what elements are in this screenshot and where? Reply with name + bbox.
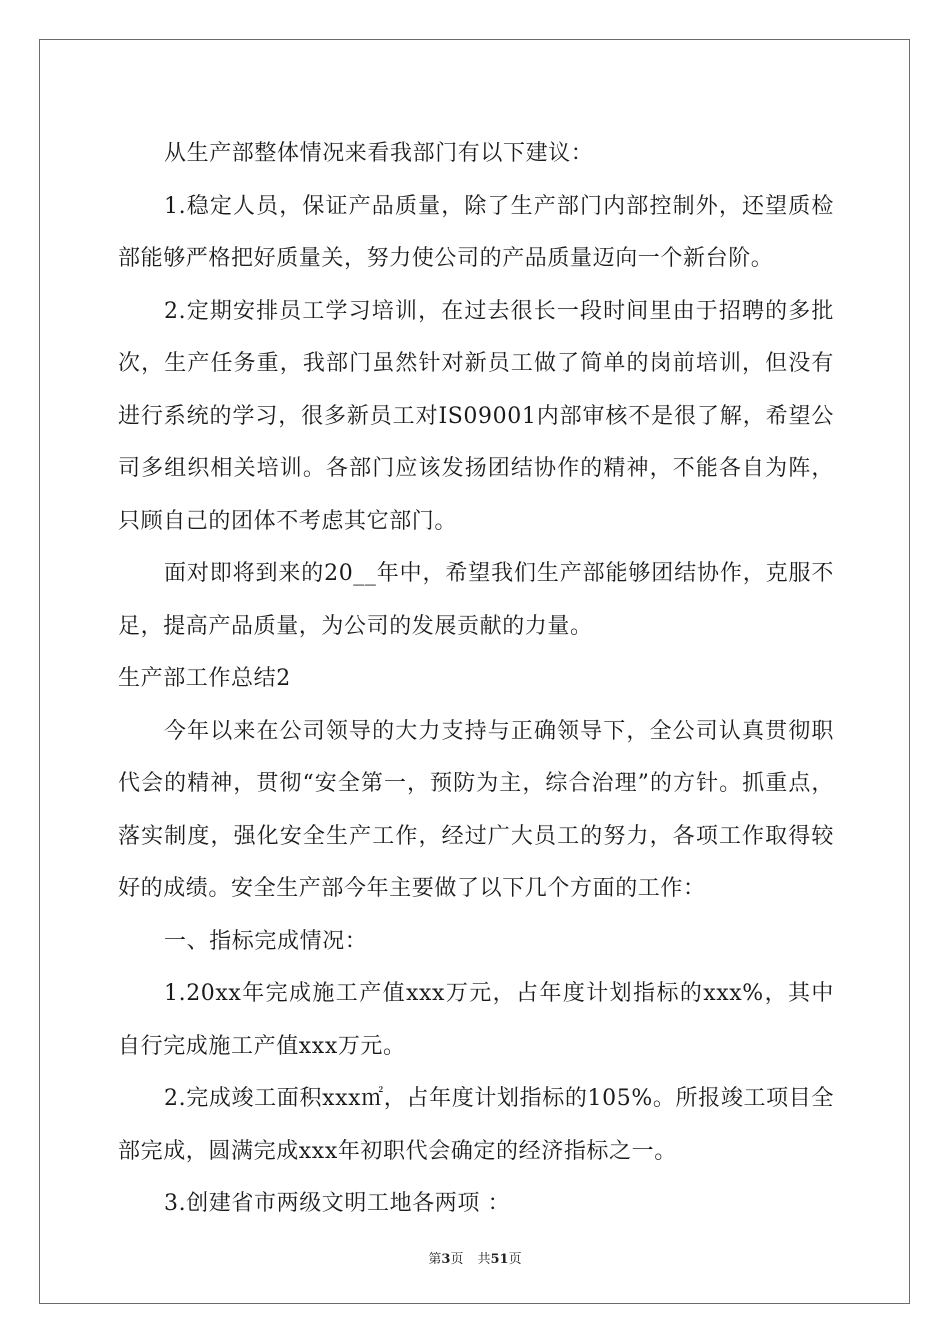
paragraph-indicator-1: 1.20xx年完成施工产值xxx万元，占年度计划指标的xxx%，其中自行完成施工产值xxx万元。	[118, 981, 834, 1059]
document-body	[118, 128, 834, 1231]
paragraph-outlook: 面对即将到来的20__年中，希望我们生产部能够团结协作，克服不足，提高产品质量，为公司的发展贡献的力量。	[118, 561, 834, 639]
page-unit: 页	[450, 1252, 464, 1267]
paragraph-indicator-2: 2.完成竣工面积xxx㎡，占年度计划指标的105%。所报竣工项目全部完成，圆满完成xxx年初职代会确定的经济指标之一。	[118, 1086, 834, 1164]
total-prefix: 共	[477, 1252, 491, 1267]
paragraph-indicator-heading: 一、指标完成情况：	[164, 928, 368, 954]
page-total-number: 51	[490, 1252, 509, 1267]
page-footer	[0, 1248, 950, 1267]
paragraph-suggestion-2: 2.定期安排员工学习培训，在过去很长一段时间里由于招聘的多批次，生产任务重，我部门虽然针对新员工做了简单的岗前培训，但没有进行系统的学习，很多新员工对IS09001内部审核不是很了解，希望公司多组织相关培训。各部门应该发扬团结协作的精神，不能各自为阵，只顾自己的团体不考虑其它部门。	[118, 298, 834, 534]
page-current-number: 3	[441, 1252, 451, 1267]
section-heading: 生产部工作总结2	[118, 666, 291, 691]
page-prefix: 第	[428, 1252, 442, 1267]
total-unit: 页	[508, 1252, 522, 1267]
paragraph-suggestion-1: 1.稳定人员，保证产品质量，除了生产部门内部控制外，还望质检部能够严格把好质量关，努力使公司的产品质量迈向一个新台阶。	[118, 193, 834, 271]
paragraph-indicator-3: 3.创建省市两级文明工地各两项 ：	[164, 1191, 511, 1216]
paragraph-suggestions-intro: 从生产部整体情况来看我部门有以下建议：	[164, 141, 594, 166]
paragraph-annual-intro: 今年以来在公司领导的大力支持与正确领导下，全公司认真贯彻职代会的精神，贯彻“安全第一，预防为主，综合治理”的方针。抓重点，落实制度，强化安全生产工作，经过广大员工的努力，各项工作取得较好的成绩。安全生产部今年主要做了以下几个方面的工作：	[118, 718, 834, 901]
